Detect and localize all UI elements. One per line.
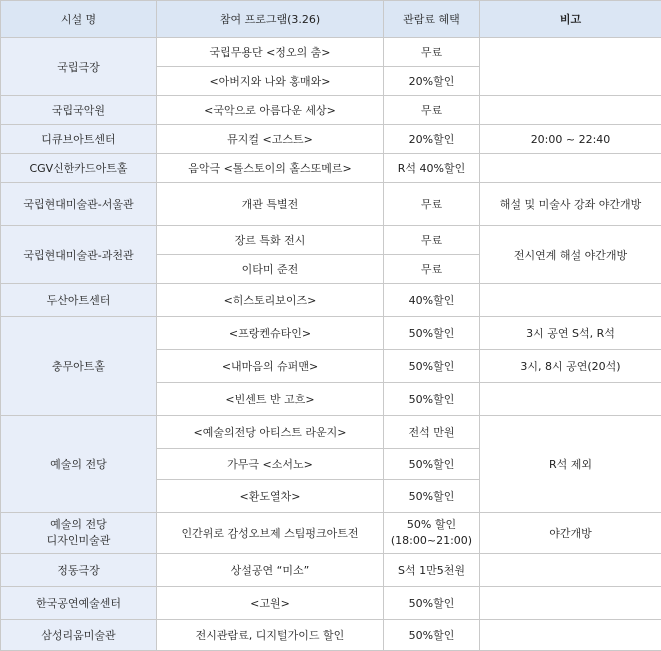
benefit-cell: R석 40%할인	[384, 154, 480, 183]
benefit-cell: 50%할인	[384, 317, 480, 350]
note-cell: R석 제외	[480, 416, 661, 513]
note-cell	[480, 554, 661, 587]
facility-cell: CGV신한카드아트홀	[1, 154, 157, 183]
table-row	[1, 284, 661, 317]
note-cell	[480, 284, 661, 317]
facility-cell: 디큐브아트센터	[1, 125, 157, 154]
note-cell: 3시, 8시 공연(20석)	[480, 350, 661, 383]
note-cell: 3시 공연 S석, R석	[480, 317, 661, 350]
program-cell: <환도열차>	[157, 480, 384, 513]
program-cell: 전시관람료, 디지털가이드 할인	[157, 620, 384, 651]
header-note: 비고	[480, 1, 661, 38]
table-row	[1, 154, 661, 183]
note-cell	[480, 154, 661, 183]
facility-cell: 두산아트센터	[1, 284, 157, 317]
benefit-cell: 40%할인	[384, 284, 480, 317]
note-cell	[480, 38, 661, 96]
header-benefit: 관람료 혜택	[384, 1, 480, 38]
program-cell: 가무극 <소서노>	[157, 449, 384, 480]
note-cell: 전시연계 해설 야간개방	[480, 226, 661, 284]
program-cell: <프랑켄슈타인>	[157, 317, 384, 350]
program-cell: <아버지와 나와 홍매와>	[157, 67, 384, 96]
program-cell: <예술의전당 아티스트 라운지>	[157, 416, 384, 449]
benefit-line: 50% 할인	[386, 517, 477, 533]
benefit-cell	[384, 513, 480, 554]
table-row	[1, 620, 661, 651]
facility-cell	[1, 513, 157, 554]
table-row	[1, 554, 661, 587]
facility-cell: 국립국악원	[1, 96, 157, 125]
table-row	[1, 416, 661, 449]
header-row	[1, 1, 661, 38]
benefit-cell: 50%할인	[384, 587, 480, 620]
facility-line: 디자인미술관	[3, 533, 154, 549]
program-cell: 인간위로 감성오브제 스팀펑크아트전	[157, 513, 384, 554]
program-cell: <국악으로 아름다운 세상>	[157, 96, 384, 125]
facility-line: 예술의 전당	[3, 517, 154, 533]
benefit-cell: S석 1만5천원	[384, 554, 480, 587]
program-cell: 장르 특화 전시	[157, 226, 384, 255]
table-row	[1, 96, 661, 125]
facility-cell: 예술의 전당	[1, 416, 157, 513]
program-cell: 상설공연 “미소”	[157, 554, 384, 587]
program-cell: 이타미 준전	[157, 255, 384, 284]
note-cell	[480, 383, 661, 416]
note-cell	[480, 587, 661, 620]
table-row	[1, 226, 661, 255]
benefit-cell: 50%할인	[384, 620, 480, 651]
program-cell: <빈센트 반 고흐>	[157, 383, 384, 416]
benefit-cell: 50%할인	[384, 350, 480, 383]
header-program: 참여 프로그램(3.26)	[157, 1, 384, 38]
table-row	[1, 125, 661, 154]
table-row	[1, 587, 661, 620]
table-row	[1, 317, 661, 350]
benefit-cell: 20%할인	[384, 67, 480, 96]
benefit-cell: 무료	[384, 96, 480, 125]
benefit-cell: 20%할인	[384, 125, 480, 154]
benefit-cell: 무료	[384, 183, 480, 226]
table-row	[1, 38, 661, 67]
header-facility: 시설 명	[1, 1, 157, 38]
benefit-cell: 50%할인	[384, 383, 480, 416]
benefit-cell: 무료	[384, 38, 480, 67]
note-cell	[480, 96, 661, 125]
table-row	[1, 513, 661, 554]
program-cell: <고원>	[157, 587, 384, 620]
benefit-cell: 무료	[384, 226, 480, 255]
benefit-cell: 전석 만원	[384, 416, 480, 449]
note-cell: 해설 및 미술사 강좌 야간개방	[480, 183, 661, 226]
program-cell: 국립무용단 <정오의 춤>	[157, 38, 384, 67]
program-cell: 뮤지컬 <고스트>	[157, 125, 384, 154]
facility-cell: 삼성리움미술관	[1, 620, 157, 651]
facility-cell: 한국공연예술센터	[1, 587, 157, 620]
program-cell: 음악극 <톨스토이의 홀스또메르>	[157, 154, 384, 183]
facility-cell: 국립현대미술관-서울관	[1, 183, 157, 226]
note-cell: 야간개방	[480, 513, 661, 554]
facility-cell: 충무아트홀	[1, 317, 157, 416]
facility-cell: 국립현대미술관-과천관	[1, 226, 157, 284]
table-row	[1, 183, 661, 226]
facility-cell: 국립극장	[1, 38, 157, 96]
benefit-cell: 50%할인	[384, 449, 480, 480]
facility-cell: 정동극장	[1, 554, 157, 587]
note-cell	[480, 620, 661, 651]
program-cell: 개관 특별전	[157, 183, 384, 226]
benefit-line: (18:00~21:00)	[386, 533, 477, 549]
program-cell: <히스토리보이즈>	[157, 284, 384, 317]
program-cell: <내마음의 슈퍼맨>	[157, 350, 384, 383]
benefit-cell: 50%할인	[384, 480, 480, 513]
benefit-cell: 무료	[384, 255, 480, 284]
note-cell: 20:00 ~ 22:40	[480, 125, 661, 154]
